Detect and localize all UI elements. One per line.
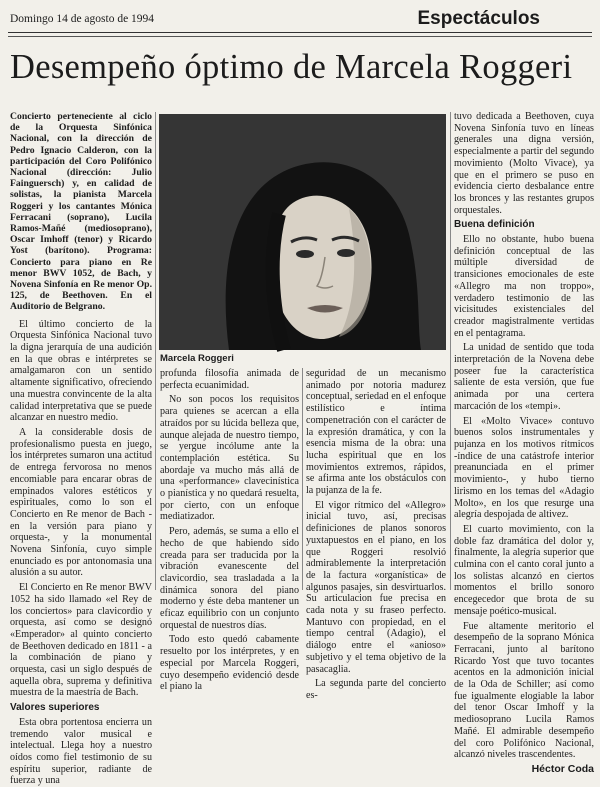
body-paragraph: Esta obra portentosa encierra un tremendo valor musical e intelectual. Llega hoy a nuestro oídos como fiel testimonio de su espíritu superior, radiante de fuerza y una [10, 716, 152, 787]
column-3 [306, 368, 446, 701]
subheading: Valores superiores [10, 702, 100, 714]
body-paragraph: La segunda parte del concierto es- [306, 678, 446, 701]
column-2 [160, 368, 299, 693]
subheading: Buena definición [454, 219, 535, 231]
body-paragraph: El «Molto Vivace» contuvo buenos solos instrumentales y pujanza en los motivos rítmicos -índice de una catástrofe interior preanunciada en el primer movimiento-, y hubo tierno lirismo en los temas del «Adagio Molto», en los que resurge una alegría despojada de altivez. [454, 415, 594, 521]
portrait-photo [159, 114, 446, 350]
lead-paragraph: Concierto perteneciente al ciclo de la Orquesta Sinfónica Nacional, con la dirección de Pedro Ignacio Calderon, con la participación del Coro Polifónico Nacional (dirección: Julio Fainguersch) y, en calidad de solistas, la pianista Marcela Roggeri y los cantantes Mónica Ferracani (soprano), Lucila Ramos-Mañé (mediosoprano), Oscar Imhoff (tenor) y Ricardo Yost (barítono). Programa: Concierto para piano en Re menor BWV 1052, de Bach, y Novena Sinfonía en Re menor Op. 125, de Beethoven. En el Auditorio de Belgrano. [10, 111, 152, 313]
column-divider [450, 112, 451, 590]
body-paragraph: El vigor rítmico del «Allegro» inicial tuvo, así, precisas definiciones de planos sonoros yuxtapuestos en el piano, en los que Roggeri resolvió admirablemente la interpretación de la factura «organística» de algunos pasajes, sin desvirtuarlos. Su articulacion fue precisa en cada nota y su fraseo perfecto. Mantuvo con propiedad, en el tiempo central (Adagio), el diálogo entre el «anioso» subjetivo y el tema objetivo de la pasacaglia. [306, 499, 446, 675]
column-4 [454, 111, 594, 775]
column-divider [302, 368, 303, 590]
body-paragraph: La unidad de sentido que toda interpretación de la Novena debe poseer fue la característica saliente de esta versión, que fue animada por una certera marcación de los «tempi». [454, 342, 594, 412]
body-paragraph: Fue altamente meritorio el desempeño de la soprano Mónica Ferracani, junto al barítono Ricardo Yost que tuvo tocantes acentos en la admonición inicial de la Oda de Schiller; así como fue igualmente elogiable la labor del tenor Oscar Imhoff y la mediosoprano Lucila Ramos Mañé. El admirable desempeño del coro Polifónico Nacional, alcanzó niveles trascendentes. [454, 620, 594, 761]
body-paragraph: Pero, además, se suma a ello el hecho de que habiendo sido creada para ser traducida por la vibración evanescente del clavicordio, sea trasladada a la dinámica sonora del piano moderno y éste deba mantener un eficaz equilibrio con un conjunto orquestal de nuestros días. [160, 526, 299, 631]
body-paragraph: profunda filosofía animada de perfecta ecuanimidad. [160, 368, 299, 391]
masthead-rule [8, 32, 592, 33]
body-paragraph: Todo esto quedó cabamente resuelto por los intérpretes, y en especial por Marcela Roggeri, cuyo desempeño evidenció desde el piano la [160, 634, 299, 693]
body-paragraph: El último concierto de la Orquesta Sinfónica Nacional tuvo la digna jerarquía de una audición en la que obras e intérpretes se amalgamaron con un sentido altamente significativo, ofreciendo una muestra convincente de la alta calidad interpretativa que se puede alcanzar en nuestro medio. [10, 318, 152, 424]
body-paragraph: A la considerable dosis de profesionalismo puesta en juego, los intérpretes sumaron una actitud de entrega fervorosa no menos encomiable para encarar obras de empinados valores estéticos y espirituales, como lo son el Concierto en Re menor de Bach -en la versión para piano y orquesta-, y la monumental Novena Sinfonía, cuyo simple enunciado es por antonomasia una alusión a su autor. [10, 426, 152, 579]
masthead-rule-thin [8, 36, 592, 37]
body-paragraph: Ello no obstante, hubo buena definición conceptual de las múltiple diversidad de transiciones emocionales de este «Allegro ma non troppo», verdadero testimonio de las vicisitudes existenciales del creador magistralmente vertidas en el pentagrama. [454, 234, 594, 339]
masthead [0, 0, 600, 34]
body-paragraph: seguridad de un mecanismo animado por notoria madurez conceptual, seriedad en el enfoque estilístico e íntima compenetración con el carácter de la expresión dramática, y con la esencia misma de la obra: una lucha espiritual que en los movimientos extremos, rápidos, se afirma ante los obstáculos con la pujanza de la fe. [306, 368, 446, 497]
section-title: Espectáculos [417, 8, 540, 29]
portrait-image [159, 114, 446, 350]
body-paragraph: tuvo dedicada a Beethoven, cuya Novena Sinfonía tuvo en líneas generales una digna versión, especialmente a partir del segundo movimiento (Molto Vivace), ya que en el primero se puso en evidencia cierto desbalance entre los bronces y las restantes grupos orquestales. [454, 111, 594, 216]
article-headline: Desempeño óptimo de Marcela Roggeri [10, 48, 573, 86]
body-paragraph: No son pocos los requisitos para quienes se acercan a ella atraídos por su lúcida belleza que, aunque alejada de nuestro tiempo, se yergue incólume ante la contemplación estética. Su abordaje va mucho más allá de una «performance» clavecinística o pianística y no quedará resuelta, por cierto, con un enfoque mediatizador. [160, 394, 299, 523]
photo-caption: Marcela Roggeri [160, 353, 234, 364]
author-signature: Héctor Coda [531, 762, 594, 775]
column-1 [10, 111, 152, 787]
column-divider [155, 112, 156, 590]
body-paragraph: El Concierto en Re menor BWV 1052 ha sido llamado «el Rey de los conciertos» para clavicordio y orquesta, así como se designó «Emperador» al quinto concierto de Beethoven dedicado en 1811 - a la combinación de piano y orquesta, casi un siglo después de aquella obra, suprema y definitiva muestra de la maestría de Bach. [10, 582, 152, 699]
publication-date: Domingo 14 de agosto de 1994 [10, 13, 155, 25]
body-paragraph: El cuarto movimiento, con la doble faz dramática del dolor y, finalmente, la alegría superior que culmina con el canto coral junto a los solistas alcanzó en ciertos momentos el brillo sonoro encegecedor que brota de su mensaje poético-musical. [454, 523, 594, 617]
